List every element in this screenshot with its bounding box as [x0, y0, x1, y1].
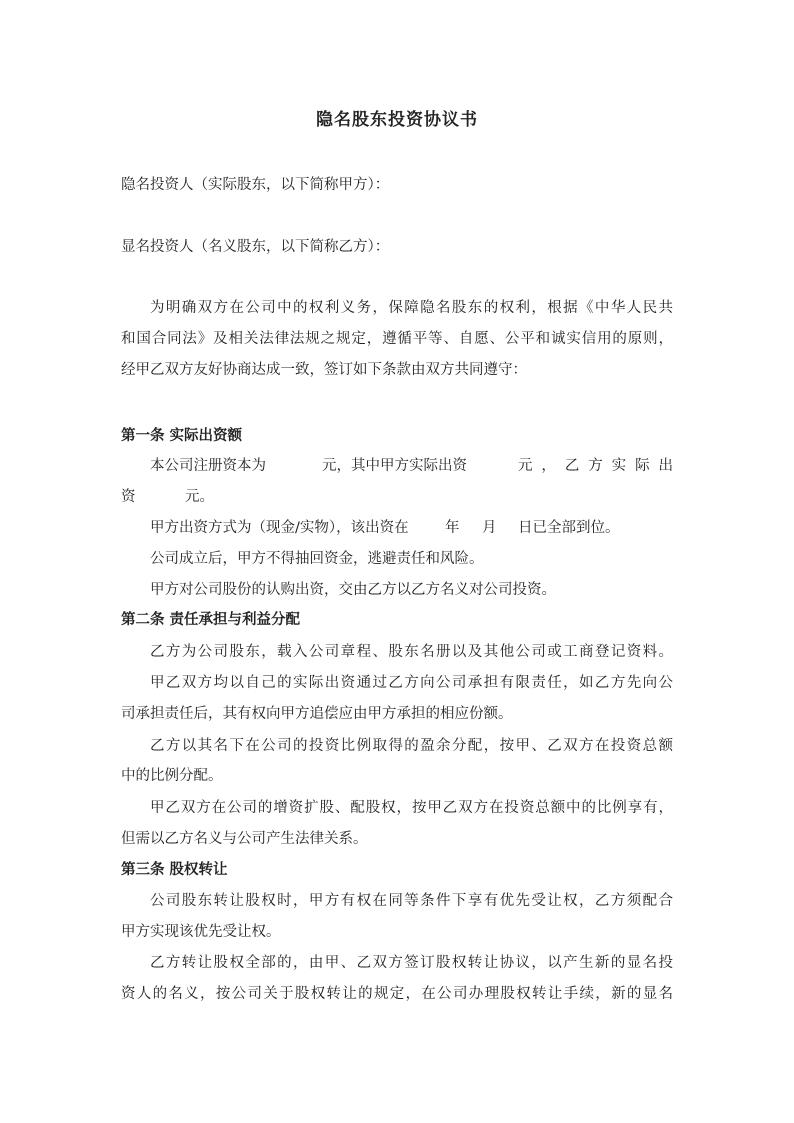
article-1-line [121, 517, 673, 539]
text-segment: 元，乙方实际出 [518, 458, 673, 474]
article-1-line [121, 486, 673, 508]
article-2-line: 甲乙双方在公司的增资扩股、配股权，按甲乙双方在投资总额中的比例享有， [150, 800, 673, 816]
party-b-line: 显名投资人（名义股东，以下简称乙方）： [121, 239, 390, 255]
party-a-line: 隐名投资人（实际股东，以下简称甲方）： [121, 177, 390, 193]
text-segment: 元，其中甲方实际出资 [322, 458, 467, 474]
article-3-line: 公司股东转让股权时，甲方有权在同等条件下享有优先受让权，乙方须配合 [150, 893, 673, 909]
article-3-line: 甲方实现该优先受让权。 [121, 924, 281, 940]
article-2-line: 中的比例分配。 [121, 768, 223, 784]
text-segment: 资 [121, 489, 136, 505]
preamble-line: 为明确双方在公司中的权利义务，保障隐名股东的权利，根据《中华人民共 [150, 300, 673, 316]
article-3-heading: 第三条 股权转让 [121, 862, 228, 878]
preamble-line: 和国合同法》及相关法律法规之规定，遵循平等、自愿、公平和诚实信用的原则， [121, 331, 673, 347]
text-segment: 本公司注册资本为 [150, 458, 266, 474]
article-2-line: 甲乙双方均以自己的实际出资通过乙方向公司承担有限责任，如乙方先向公 [150, 675, 673, 691]
article-2-line: 乙方以其名下在公司的投资比例取得的盈余分配，按甲、乙双方在投资总额 [150, 738, 673, 754]
article-1-line [121, 455, 673, 477]
text-segment: 元。 [185, 489, 214, 505]
article-1-heading: 第一条 实际出资额 [121, 428, 243, 444]
text-segment: 甲方出资方式为（现金/实物），该出资在 [150, 520, 409, 536]
article-2-line: 但需以乙方名义与公司产生法律关系。 [121, 831, 368, 847]
article-3-line: 资人的名义，按公司关于股权转让的规定，在公司办理股权转让手续，新的显名 [121, 986, 673, 1002]
text-segment: 月 [482, 520, 497, 536]
text-segment: 年 [445, 520, 460, 536]
article-2-heading: 第二条 责任承担与利益分配 [121, 612, 301, 628]
article-2-line: 司承担责任后，其有权向甲方追偿应由甲方承担的相应份额。 [121, 706, 513, 722]
document-title: 隐名股东投资协议书 [316, 110, 478, 130]
article-3-line: 乙方转让股权全部的，由甲、乙双方签订股权转让协议，以产生新的显名投 [150, 955, 673, 971]
text-segment: 日已全部到位。 [518, 520, 620, 536]
article-1-line: 甲方对公司股份的认购出资，交由乙方以乙方名义对公司投资。 [150, 582, 556, 598]
preamble-line: 经甲乙双方友好协商达成一致，签订如下条款由双方共同遵守： [121, 362, 527, 378]
article-1-line: 公司成立后，甲方不得抽回资金，逃避责任和风险。 [150, 551, 484, 567]
article-2-line: 乙方为公司股东，载入公司章程、股东名册以及其他公司或工商登记资料。 [150, 644, 673, 660]
